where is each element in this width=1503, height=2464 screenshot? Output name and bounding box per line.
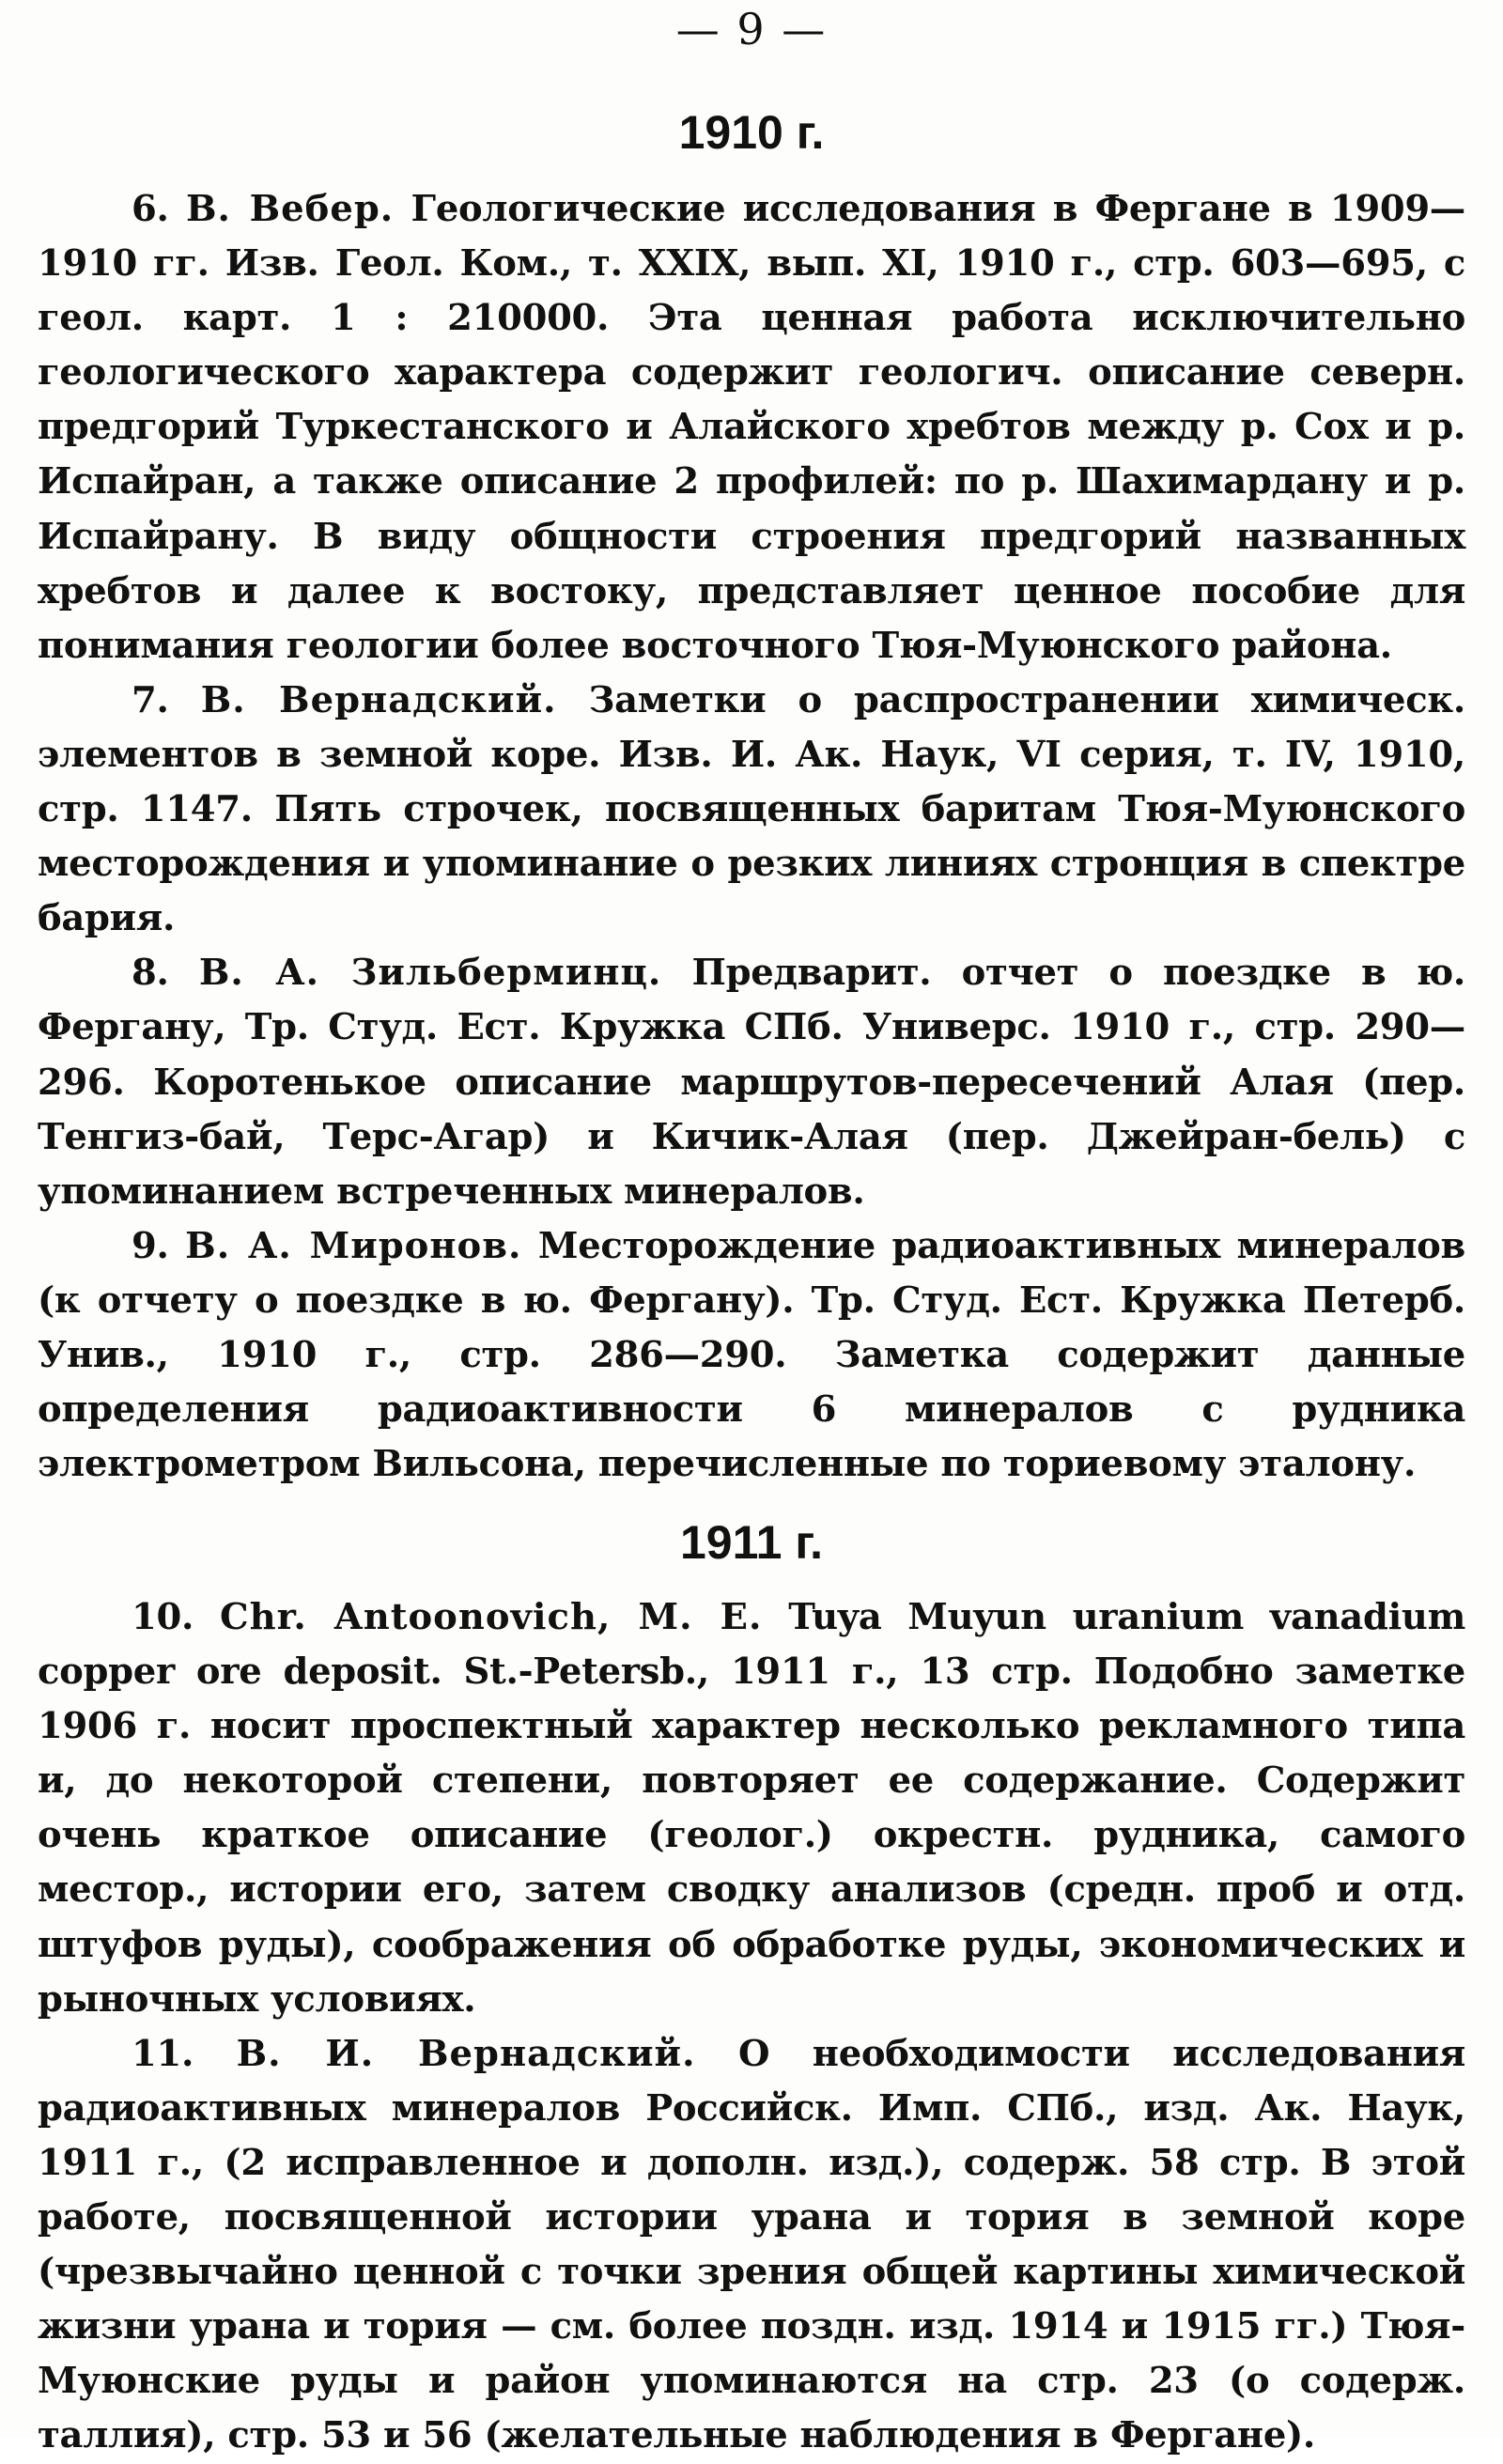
entry-number: 11.	[132, 2032, 194, 2075]
entry-author: В. Вернадский.	[200, 678, 557, 721]
entry-author: В. А. Миронов.	[185, 1224, 522, 1267]
section-1910-entries	[38, 182, 1465, 1492]
entry-author: В. Вебер.	[185, 188, 395, 230]
entry-text: Заметки о распространении химическ. элементов в земной коре. Изв. И. Ак. Наук, VI серия, т. IV, 1910, стр. 1147. Пять строчек, посвященных баритам Тюя-Муюнского месторождения и упоминание о резких линиях стронция в спектре бария.	[38, 678, 1465, 940]
section-heading-1911: 1911 г.	[679, 1516, 824, 1569]
bibliography-entry-11	[38, 2027, 1465, 2464]
entry-text: О необходимости исследования радиоактивных минералов Российск. Имп. СПб., изд. Ак. Наук, 1911 г., (2 исправленное и дополн. изд.), содерж. 58 стр. В этой работе, посвященной истории урана и тория в земной коре (чрезвычайно ценной с точки зрения общей картины химической жизни урана и тория — см. более поздн. изд. 1914 и 1915 гг.) Тюя-Муюнские руды и район упоминаются на стр. 23 (о содерж. таллия), стр. 53 и 56 (желательные наблюдения в Фергане).	[38, 2032, 1465, 2457]
section-heading-1910: 1910 г.	[678, 106, 825, 159]
bibliography-entry-7	[38, 674, 1465, 946]
entry-number: 7.	[132, 678, 169, 721]
bibliography-entry-8	[38, 946, 1465, 1218]
bibliography-entry-10	[38, 1590, 1465, 2027]
entry-text: Tuya Muyun uranium vanadium copper ore deposit. St.-Petersb., 1911 г., 13 стр. Подобно заметке 1906 г. носит проспектный характер несколько рекламного типа и, до некоторой степени, повторяет ее содержание. Содержит очень краткое описание (геолог.) окрестн. рудника, самого местор., истории его, затем сводку анализов (средн. проб и отд. штуфов руды), соображения об обработке руды, экономических и рыночных условиях.	[38, 1596, 1466, 2021]
bibliography-entry-6	[38, 182, 1465, 674]
section-1911-entries	[38, 1590, 1465, 2464]
entry-author: Chr. Antoonovich, M. E.	[219, 1596, 763, 1638]
entry-text: Геологические исследования в Фергане в 1909—1910 гг. Изв. Геол. Ком., т. XXIX, вып. XI, 1910 г., стр. 603—695, с геол. карт. 1 : 210000. Эта ценная работа исключительно геологического характера содержит геологич. описание северн. предгорий Туркестанского и Алайского хребтов между р. Сох и р. Испайран, а также описание 2 профилей: по р. Шахимардану и р. Испайрану. В виду общности строения предгорий названных хребтов и далее к востоку, представляет ценное пособие для понимания геологии более восточного Тюя-Муюнского района.	[38, 188, 1466, 667]
entry-text: Месторождение радиоактивных минералов (к отчету о поездке в ю. Фергану). Тр. Студ. Ест. Кружка Петерб. Унив., 1910 г., стр. 286—290. Заметка содержит данные определения радиоактивности 6 минералов с рудника электрометром Вильсона, перечисленные по ториевому эталону.	[38, 1224, 1465, 1486]
entry-number: 9.	[132, 1224, 169, 1267]
bibliography-entry-9	[38, 1219, 1465, 1492]
entry-number: 6.	[132, 188, 169, 230]
entry-author: В. А. Зильберминц.	[198, 952, 662, 995]
entry-number: 10.	[132, 1596, 194, 1638]
entry-text: Предварит. отчет о поездке в ю. Фергану, Тр. Студ. Ест. Кружка СПб. Универс. 1910 г., стр. 290—296. Коротенькое описание маршрутов-пересечений Алая (пер. Тенгиз-бай, Терс-Агар) и Кичик-Алая (пер. Джейран-бель) с упоминанием встреченных минералов.	[38, 952, 1466, 1213]
page-number: — 9 —	[675, 4, 828, 54]
entry-author: В. И. Вернадский.	[236, 2032, 696, 2075]
entry-number: 8.	[132, 952, 169, 995]
